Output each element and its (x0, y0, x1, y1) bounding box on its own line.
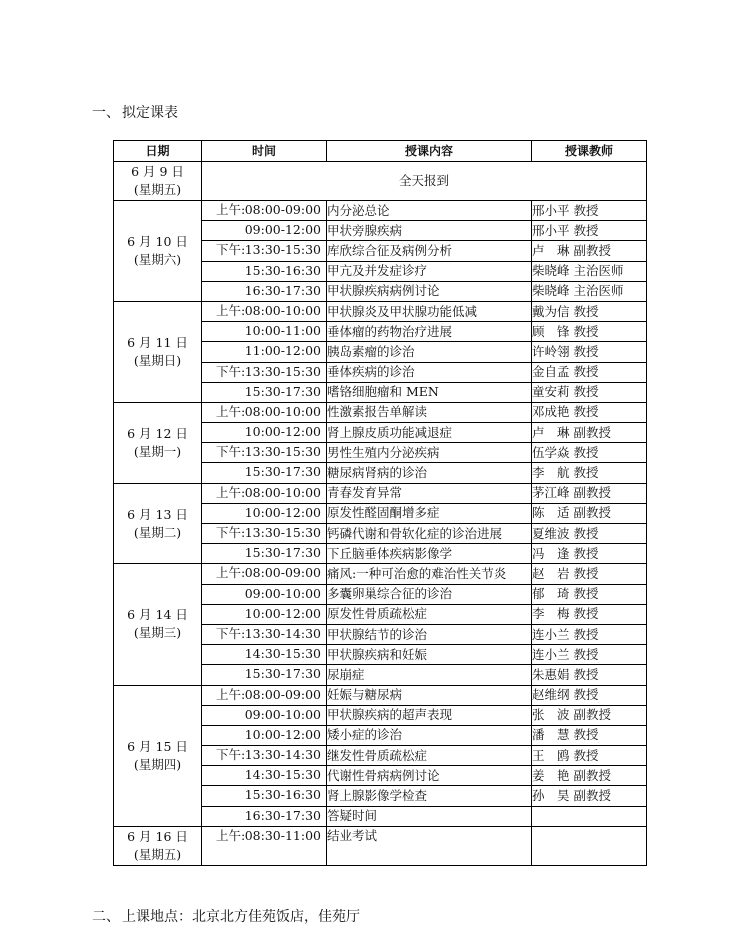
table-row (114, 564, 647, 584)
time-cell (202, 301, 327, 321)
section-heading-location (92, 906, 360, 926)
course-topic: 甲亢及并发症诊疗 (327, 261, 532, 281)
time-cell (202, 725, 327, 745)
period-label: 下午: (216, 242, 246, 258)
period-label: 上午: (216, 827, 246, 843)
date-cell (114, 564, 202, 685)
weekday-label: (星期二) (133, 524, 182, 540)
course-teacher: 王 鸥 教授 (532, 746, 647, 766)
time-range: 16:30-17:30 (244, 282, 321, 298)
time-range: 16:30-17:30 (244, 807, 321, 823)
time-range: 10:00-12:00 (244, 605, 321, 621)
header-time: 时间 (202, 141, 327, 162)
time-cell (202, 402, 327, 422)
weekday-label: (星期四) (133, 756, 182, 772)
registration-note: 全天报到 (202, 162, 647, 201)
date-label: 6 月 15 日 (127, 738, 188, 754)
course-topic: 代谢性骨病病例讨论 (327, 766, 532, 786)
time-cell (202, 281, 327, 301)
course-topic: 原发性骨质疏松症 (327, 604, 532, 624)
course-topic: 垂体疾病的诊治 (327, 362, 532, 382)
date-cell (114, 162, 202, 201)
weekday-label: (星期五) (133, 846, 182, 862)
time-cell (202, 261, 327, 281)
course-teacher: 顾 锋 教授 (532, 322, 647, 342)
time-cell (202, 665, 327, 685)
time-range: 14:30-15:30 (244, 646, 321, 662)
date-label: 6 月 16 日 (127, 828, 188, 844)
time-range: 13:30-14:30 (244, 747, 321, 763)
course-teacher (532, 826, 647, 865)
course-topic: 原发性醛固酮增多症 (327, 503, 532, 523)
course-teacher: 卢 琳 副教授 (532, 423, 647, 443)
time-range: 13:30-15:30 (244, 363, 321, 379)
weekday-label: (星期日) (133, 352, 182, 368)
course-topic: 肾上腺影像学检查 (327, 786, 532, 806)
period-label: 上午: (216, 484, 246, 500)
course-teacher: 冯 逢 教授 (532, 544, 647, 564)
time-range: 15:30-17:30 (244, 545, 321, 561)
weekday-label: (星期六) (133, 251, 182, 267)
course-teacher: 邓成艳 教授 (532, 402, 647, 422)
course-topic: 甲状腺疾病的超声表现 (327, 705, 532, 725)
section-title: 上课地点：北京北方佳苑饭店，佳苑厅 (122, 909, 360, 925)
course-topic: 肾上腺皮质功能减退症 (327, 423, 532, 443)
time-range: 10:00-11:00 (244, 323, 321, 339)
time-cell (202, 746, 327, 766)
course-teacher: 金自孟 教授 (532, 362, 647, 382)
course-topic: 结业考试 (327, 826, 532, 865)
date-cell (114, 402, 202, 483)
time-range: 09:00-12:00 (244, 222, 321, 238)
course-topic: 甲状腺结节的诊治 (327, 624, 532, 644)
course-topic: 男性生殖内分泌疾病 (327, 443, 532, 463)
table-row (114, 301, 647, 321)
weekday-label: (星期三) (133, 625, 182, 641)
time-range: 10:00-12:00 (244, 424, 321, 440)
time-range: 15:30-16:30 (244, 262, 321, 278)
time-range: 08:00-10:00 (244, 484, 321, 500)
course-topic: 青春发育异常 (327, 483, 532, 503)
header-teacher: 授课教师 (532, 141, 647, 162)
time-cell (202, 423, 327, 443)
course-topic: 多囊卵巢综合征的诊治 (327, 584, 532, 604)
date-cell (114, 201, 202, 302)
table-row (114, 685, 647, 705)
period-label: 上午: (216, 565, 246, 581)
course-teacher: 张 波 副教授 (532, 705, 647, 725)
section-heading-schedule (92, 102, 178, 122)
course-topic: 糖尿病肾病的诊治 (327, 463, 532, 483)
time-cell (202, 483, 327, 503)
course-teacher: 赵维纲 教授 (532, 685, 647, 705)
section-number: 一、 (92, 105, 120, 121)
table-row (114, 483, 647, 503)
schedule-body (114, 162, 647, 866)
course-teacher: 连小兰 教授 (532, 645, 647, 665)
date-cell (114, 826, 202, 865)
date-cell (114, 483, 202, 564)
table-row (114, 162, 647, 201)
time-cell (202, 463, 327, 483)
date-cell (114, 301, 202, 402)
course-teacher: 伍学焱 教授 (532, 443, 647, 463)
section-title: 拟定课表 (122, 105, 178, 121)
section-number: 二、 (92, 909, 120, 925)
course-topic: 钙磷代谢和骨软化症的诊治进展 (327, 524, 532, 544)
course-topic: 嗜铬细胞瘤和 MEN (327, 382, 532, 402)
course-teacher: 李 梅 教授 (532, 604, 647, 624)
course-topic: 内分泌总论 (327, 201, 532, 221)
date-cell (114, 685, 202, 826)
time-cell (202, 624, 327, 644)
course-topic: 胰岛素瘤的诊治 (327, 342, 532, 362)
course-teacher: 郁 琦 教授 (532, 584, 647, 604)
course-teacher: 柴晓峰 主治医师 (532, 261, 647, 281)
time-cell (202, 221, 327, 241)
date-label: 6 月 9 日 (131, 164, 184, 179)
period-label: 下午: (216, 747, 246, 763)
course-teacher: 李 航 教授 (532, 463, 647, 483)
course-topic: 继发性骨质疏松症 (327, 746, 532, 766)
header-date: 日期 (114, 141, 202, 162)
time-cell (202, 766, 327, 786)
period-label: 下午: (216, 625, 246, 641)
time-range: 15:30-16:30 (244, 787, 321, 803)
date-label: 6 月 11 日 (127, 334, 188, 350)
time-cell (202, 503, 327, 523)
time-cell (202, 524, 327, 544)
time-cell (202, 342, 327, 362)
table-row (114, 402, 647, 422)
time-cell (202, 382, 327, 402)
weekday-label: (星期五) (133, 182, 182, 197)
course-topic: 甲状腺疾病和妊娠 (327, 645, 532, 665)
course-teacher: 陈 适 副教授 (532, 503, 647, 523)
period-label: 上午: (216, 202, 246, 217)
course-teacher: 茅江峰 副教授 (532, 483, 647, 503)
course-topic: 甲状腺炎及甲状腺功能低减 (327, 301, 532, 321)
course-teacher (532, 806, 647, 826)
course-topic: 性激素报告单解读 (327, 402, 532, 422)
course-teacher: 潘 慧 教授 (532, 725, 647, 745)
table-row (114, 201, 647, 221)
course-topic: 矮小症的诊治 (327, 725, 532, 745)
date-label: 6 月 14 日 (127, 607, 188, 623)
time-range: 08:30-11:00 (244, 827, 321, 843)
period-label: 下午: (216, 525, 246, 540)
time-cell (202, 201, 327, 221)
course-topic: 甲状腺疾病病例讨论 (327, 281, 532, 301)
course-topic: 答疑时间 (327, 806, 532, 826)
course-topic: 垂体瘤的药物治疗进展 (327, 322, 532, 342)
course-topic: 库欣综合征及病例分析 (327, 241, 532, 261)
schedule-table (113, 140, 647, 866)
time-range: 15:30-17:30 (244, 666, 321, 682)
period-label: 下午: (216, 363, 246, 379)
time-range: 09:00-10:00 (244, 706, 321, 722)
course-teacher: 许岭翎 教授 (532, 342, 647, 362)
time-cell (202, 322, 327, 342)
course-teacher: 卢 琳 副教授 (532, 241, 647, 261)
time-cell (202, 443, 327, 463)
time-range: 08:00-09:00 (244, 202, 321, 217)
time-cell (202, 564, 327, 584)
date-label: 6 月 12 日 (127, 425, 188, 441)
time-cell (202, 241, 327, 261)
weekday-label: (星期一) (133, 443, 182, 459)
course-topic: 妊娠与糖尿病 (327, 685, 532, 705)
table-row (114, 826, 647, 865)
course-topic: 尿崩症 (327, 665, 532, 685)
course-teacher: 夏维波 教授 (532, 524, 647, 544)
course-teacher: 邢小平 教授 (532, 201, 647, 221)
time-range: 13:30-15:30 (244, 444, 321, 460)
time-range: 11:00-12:00 (244, 343, 321, 359)
course-teacher: 连小兰 教授 (532, 624, 647, 644)
time-range: 08:00-10:00 (244, 302, 321, 318)
course-teacher: 姜 艳 副教授 (532, 766, 647, 786)
time-range: 15:30-17:30 (244, 383, 321, 399)
course-teacher: 朱惠娟 教授 (532, 665, 647, 685)
table-header-row (114, 141, 647, 162)
period-label: 上午: (216, 302, 246, 318)
time-cell (202, 645, 327, 665)
period-label: 上午: (216, 403, 246, 419)
time-cell (202, 806, 327, 826)
time-range: 15:30-17:30 (244, 464, 321, 480)
course-teacher: 孙 昊 副教授 (532, 786, 647, 806)
time-range: 14:30-15:30 (244, 767, 321, 783)
time-cell (202, 826, 327, 865)
header-content: 授课内容 (327, 141, 532, 162)
time-cell (202, 786, 327, 806)
course-teacher: 戴为信 教授 (532, 301, 647, 321)
time-cell (202, 604, 327, 624)
course-teacher: 邢小平 教授 (532, 221, 647, 241)
time-cell (202, 705, 327, 725)
time-cell (202, 584, 327, 604)
period-label: 上午: (216, 686, 246, 702)
time-range: 09:00-10:00 (244, 585, 321, 601)
course-topic: 痛风:一种可治愈的难治性关节炎 (327, 564, 532, 584)
time-range: 13:30-14:30 (244, 625, 321, 641)
time-cell (202, 544, 327, 564)
time-cell (202, 685, 327, 705)
course-topic: 下丘脑垂体疾病影像学 (327, 544, 532, 564)
time-range: 10:00-12:00 (244, 504, 321, 520)
course-teacher: 赵 岩 教授 (532, 564, 647, 584)
course-teacher: 柴晓峰 主治医师 (532, 281, 647, 301)
time-range: 08:00-10:00 (244, 403, 321, 419)
course-teacher: 童安莉 教授 (532, 382, 647, 402)
time-range: 08:00-09:00 (244, 565, 321, 581)
time-range: 08:00-09:00 (244, 686, 321, 702)
date-label: 6 月 13 日 (127, 506, 188, 522)
course-topic: 甲状旁腺疾病 (327, 221, 532, 241)
period-label: 下午: (216, 444, 246, 460)
time-cell (202, 362, 327, 382)
time-range: 13:30-15:30 (244, 242, 321, 258)
time-range: 10:00-12:00 (244, 726, 321, 742)
time-range: 13:30-15:30 (244, 525, 321, 540)
date-label: 6 月 10 日 (127, 233, 188, 249)
